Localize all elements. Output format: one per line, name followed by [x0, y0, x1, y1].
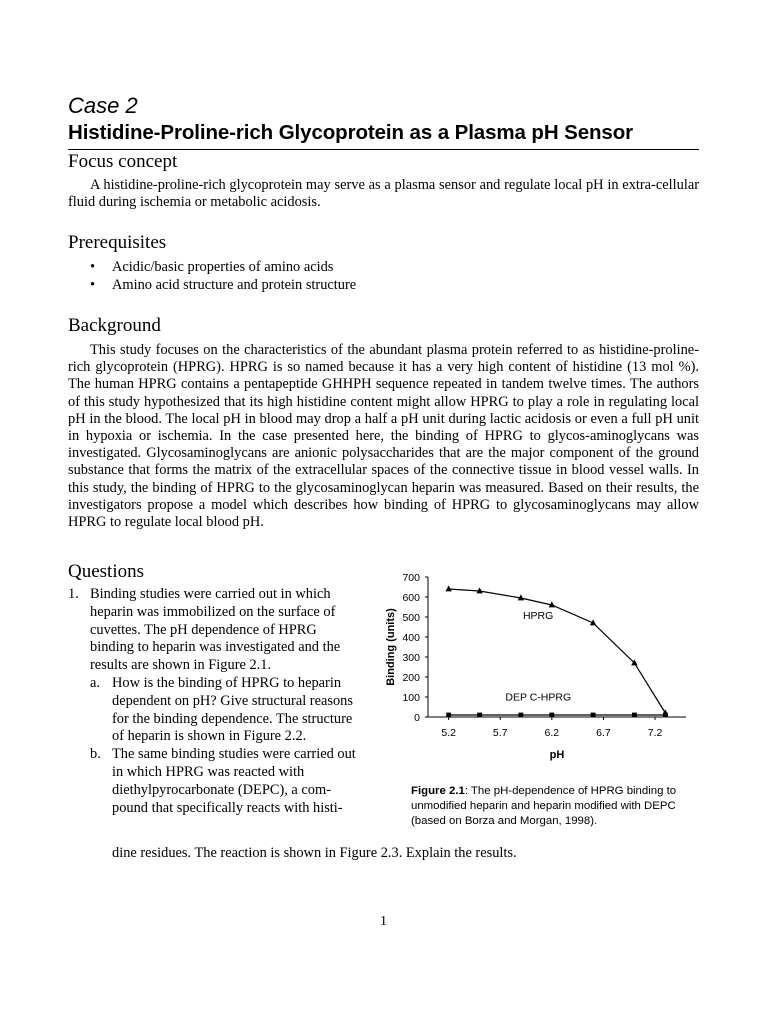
question-1 [68, 586, 358, 817]
questions-list [68, 586, 358, 817]
question-1b [90, 746, 358, 817]
sub-question-letter: a. [90, 674, 100, 691]
series-depc-hprg-point [549, 713, 554, 718]
series-depc-hprg-point [446, 713, 451, 718]
question-1a-text: How is the binding of HPRG to heparin dependent on pH? Give structural reasons for the binding dependence. The structure of heparin is shown in Figure 2.2. [112, 674, 353, 745]
series-depc-hprg-point [663, 713, 668, 718]
figure-caption-label: Figure 2.1 [411, 785, 465, 797]
x-tick-label: 6.7 [596, 727, 611, 739]
y-tick-label: 100 [402, 692, 420, 704]
chart-labels-group [505, 610, 571, 704]
prerequisite-item: • Acidic/basic properties of amino acids [90, 259, 356, 277]
x-axis-title: pH [549, 749, 565, 761]
focus-text: A histidine-proline-rich glycoprotein may serve as a plasma sensor and regulate local pH in extra-cellular fluid during ischemia or metabolic acidosis. [68, 177, 699, 211]
background-heading: Background [68, 315, 161, 336]
questions-heading: Questions [68, 561, 144, 582]
sub-question-letter: b. [90, 746, 101, 763]
binding-chart [380, 566, 700, 776]
series-label-depc-hprg: DEP C-HPRG [505, 691, 572, 704]
question-1-text: Binding studies were carried out in which heparin was immobilized on the surface of cuvettes. The pH dependence of HPRG binding to heparin was investigated and the results are shown in Figure 2.1. [90, 586, 341, 674]
document-title: Histidine-Proline-rich Glycoprotein as a Plasma pH Sensor [68, 121, 634, 144]
y-tick-label: 600 [402, 592, 420, 604]
series-depc-hprg-point [632, 713, 637, 718]
case-label: Case 2 [68, 93, 138, 118]
series-depc-hprg-point [518, 713, 523, 718]
question-number: 1. [68, 586, 79, 602]
figure-caption-text: : The pH-dependence of HPRG binding to unmodified heparin and heparin modified with DEPC (based on Borza and Morgan, 1998). [411, 785, 677, 827]
question-1a [90, 675, 358, 746]
focus-paragraph [68, 177, 699, 211]
prerequisites-heading: Prerequisites [68, 232, 167, 253]
prerequisites-list [90, 259, 356, 294]
figure-caption [411, 784, 711, 829]
y-tick-label: 300 [402, 652, 420, 664]
focus-heading: Focus concept [68, 151, 178, 172]
x-tick-label: 7.2 [647, 727, 663, 739]
series-hprg-point [445, 585, 451, 591]
x-tick-label: 5.7 [492, 727, 508, 739]
background-text: This study focuses on the characteristics of the abundant plasma protein referred to as histidine-proline-rich glycoprotein (HPRG). HPRG is so named because it has a very high content of histidine (13 mol %). The human HPRG contains a pentapeptide GHHPH sequence repeated in tandem twelve times. The authors of this study hypothesized that its high histidine content might allow HPRG to play a role in regulating local pH in the blood. The local pH in blood may drop a half a pH unit during lactic acidosis or even a full pH unit in hypoxia or ischemia. In the case presented here, the binding of HPRG to glycos-aminoglycans was investigated. Glycosaminoglycans are anionic polysaccharides that are the major component of the ground substance that forms the matrix of the extracellular spaces of the connective tissue in blood vessel walls. In this study, the binding of HPRG to the glycosaminoglycan heparin was measured. Based on their results, the investigators propose a model which describes how binding of HPRG to glycosaminoglycans may allow HPRG to regulate local blood pH. [68, 342, 699, 531]
question-1b-text: The same binding studies were carried out in which HPRG was reacted with diethylpyrocarbonate (DEPC), a com-pound that specifically reacts with histi- [112, 746, 356, 816]
y-tick-label: 700 [402, 572, 420, 584]
background-paragraph [68, 342, 699, 531]
page-number: 1 [380, 914, 387, 929]
series-depc-hprg-point [477, 713, 482, 718]
y-tick-label: 200 [402, 672, 420, 684]
y-axis-title: Binding (units) [385, 608, 397, 686]
y-tick-label: 400 [402, 632, 420, 644]
y-tick-label: 500 [402, 612, 420, 624]
title-rule [68, 149, 699, 150]
chart-axes [385, 572, 686, 761]
x-tick-label: 5.2 [441, 727, 456, 739]
y-tick-label: 0 [414, 712, 420, 724]
question-1b-continuation: dine residues. The reaction is shown in Figure 2.3. Explain the results. [112, 845, 517, 861]
x-tick-label: 6.2 [544, 727, 560, 739]
series-label-hprg: HPRG [522, 610, 554, 622]
prerequisite-item: • Amino acid structure and protein structure [90, 277, 356, 295]
series-depc-hprg-point [591, 713, 596, 718]
